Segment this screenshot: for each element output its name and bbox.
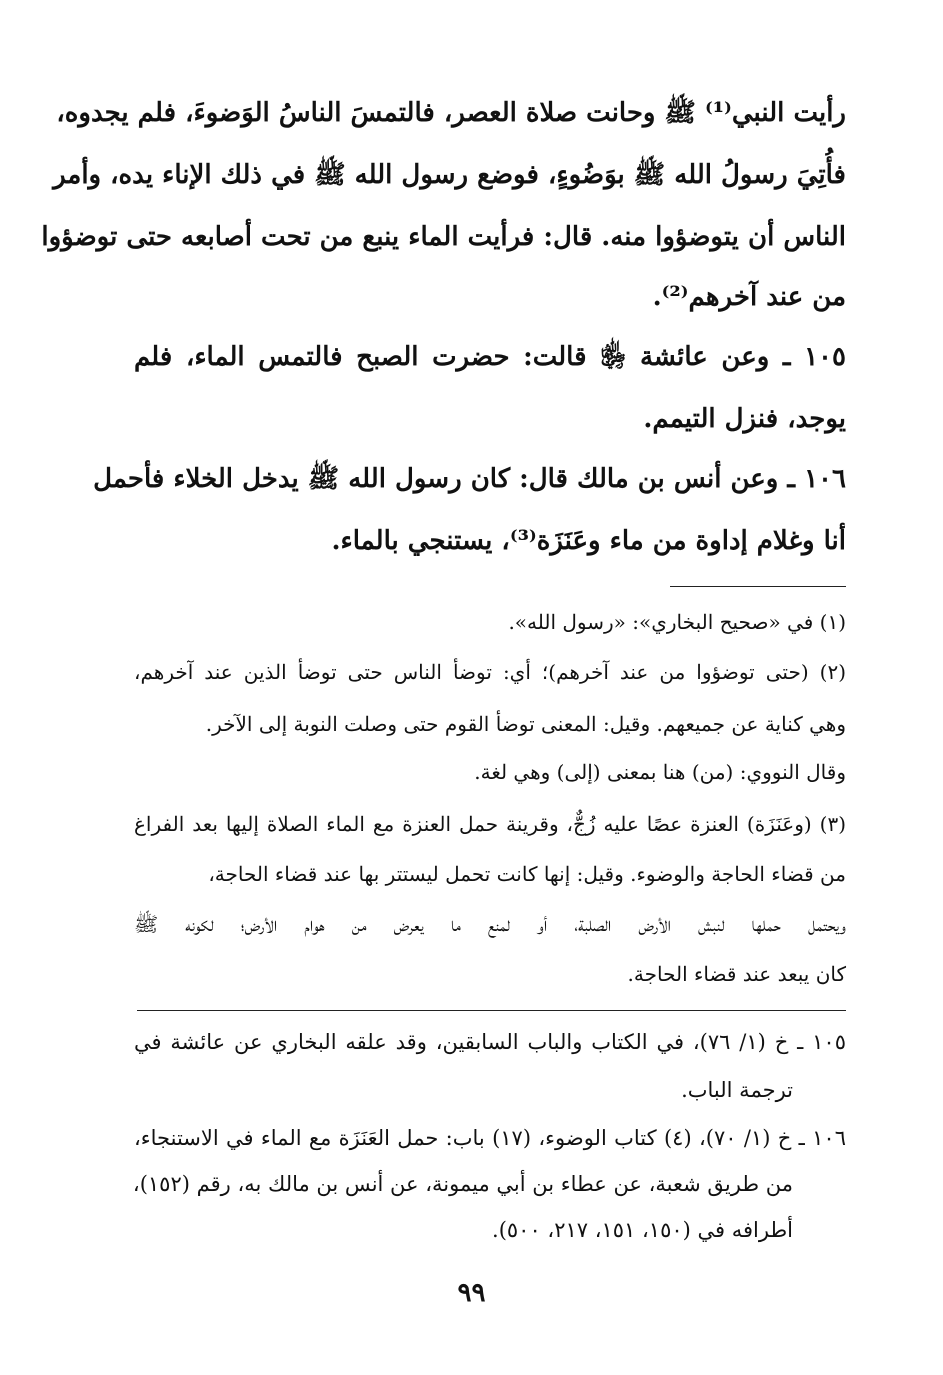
hadith-105-line: ١٠٥ ـ وعن عائشة ﵂ قالت: حضرت الصبح فالتمس الماء، فلم: [134, 342, 846, 372]
footnote-separator: [670, 586, 846, 587]
source-106-line: من طريق شعبة، عن عطاء بن أبي ميمونة، عن أنس بن مالك به، رقم (١٥٢)،: [132, 1172, 793, 1196]
main-text-line: فأُتِيَ رسولُ الله ﷺ بوَضُوءٍ، فوضع رسول الله ﷺ في ذلك الإناء يده، وأمر: [53, 160, 846, 190]
footnote-3-line: (٣) (وعَنَزَة) العنزة عصًا عليه زُجٌّ، وقرينة حمل العنزة مع الماء الصلاة إليها بعد الفراغ: [134, 812, 846, 836]
page-number: ٩٩: [457, 1278, 486, 1308]
footnote-3-line: ويحتمل حملها لنبش الأرض الصلبة، أو لمنع ما يعرض من هوام الأرض؛ لكونه ﷺ: [134, 912, 846, 936]
footnote-2-line: وقال النووي: (من) هنا بمعنى (إلى) وهي لغة.: [474, 760, 846, 784]
sources-separator: [137, 1010, 846, 1011]
footnote-2-line: وهي كناية عن جميعهم. وقيل: المعنى توضأ القوم حتى وصلت النوبة إلى الآخر.: [205, 712, 846, 736]
source-106-line: ١٠٦ ـ خ (١/ ٧٠)، (٤) كتاب الوضوء، (١٧) باب: حمل العَنَزَة مع الماء في الاستنجاء،: [134, 1126, 846, 1150]
hadith-105-line: يوجد، فنزل التيمم.: [643, 404, 846, 434]
source-105-line: ترجمة الباب.: [681, 1078, 793, 1102]
footnote-2-line: (٢) (حتى توضؤوا من عند آخرهم)؛ أي: توضأ الناس حتى توضأ الذين عند آخرهم،: [134, 660, 846, 684]
footnote-3-line: كان يبعد عند قضاء الحاجة.: [627, 962, 846, 986]
footnote-1: (١) في «صحيح البخاري»: «رسول الله».: [508, 610, 846, 634]
hadith-106-line: أنا وغلام إداوة من ماء وعَنَزَة⁽³⁾، يستنجي بالماء.: [331, 526, 846, 556]
source-105-line: ١٠٥ ـ خ (١/ ٧٦)، في الكتاب والباب السابقين، وقد علقه البخاري عن عائشة في: [134, 1030, 846, 1054]
footnote-3-line: من قضاء الحاجة والوضوء. وقيل: إنها كانت تحمل ليستتر بها عند قضاء الحاجة،: [208, 862, 846, 886]
source-106-line: أطرافه في (١٥٠، ١٥١، ٢١٧، ٥٠٠).: [492, 1218, 793, 1242]
main-text-line: من عند آخرهم⁽²⁾.: [652, 282, 846, 312]
hadith-106-line: ١٠٦ ـ وعن أنس بن مالك قال: كان رسول الله ﷺ يدخل الخلاء فأحمل: [93, 464, 846, 494]
main-text-line: الناس أن يتوضؤوا منه. قال: فرأيت الماء ينبع من تحت أصابعه حتى توضؤوا: [41, 222, 846, 252]
main-text-line: رأيت النبي⁽¹⁾ ﷺ وحانت صلاة العصر، فالتمسَ الناسُ الوَضوءَ، فلم يجدوه،: [56, 98, 846, 128]
